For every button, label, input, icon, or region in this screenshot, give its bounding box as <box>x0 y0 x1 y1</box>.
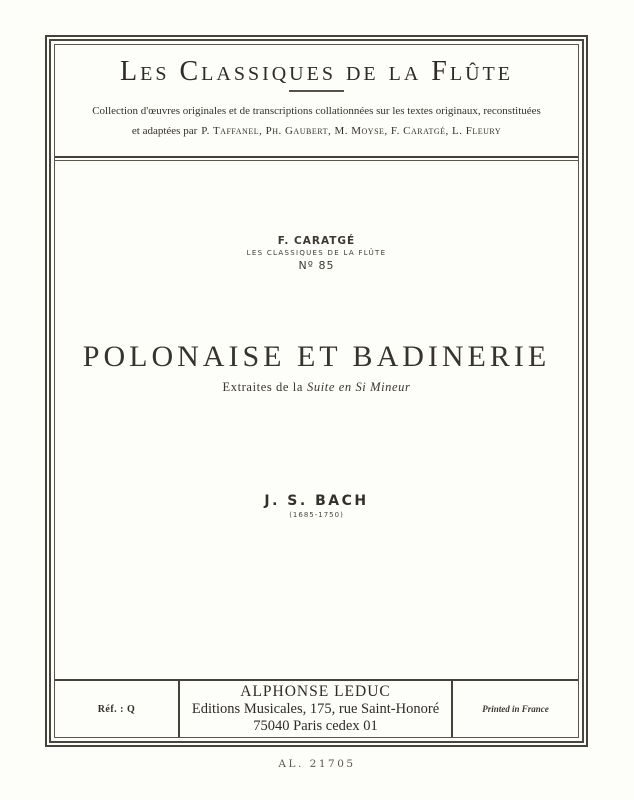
work-subtitle <box>55 380 578 395</box>
composer-dates: (1685-1750) <box>289 511 344 519</box>
composer-name: J. S. BACH <box>264 493 369 509</box>
work-title: POLONAISE ET BADINERIE <box>82 340 551 373</box>
title-underline-rule <box>289 90 344 92</box>
series-block <box>55 235 578 272</box>
main-section <box>55 161 578 679</box>
publisher-address: Editions Musicales, 175, rue Saint-Honoré <box>191 701 440 717</box>
subtitle-source-title: Suite en Si Mineur <box>307 380 411 394</box>
printed-in-label: Printed in France <box>482 704 549 714</box>
composer-block <box>55 493 578 521</box>
printed-in-cell <box>453 681 578 737</box>
description-prefix: et adaptées par <box>131 125 198 137</box>
series-title: Les Classiques de la Flûte <box>120 56 513 87</box>
publisher-city: 75040 Paris cedex 01 <box>253 718 378 734</box>
collection-description-line1: Collection d'œuvres originales et de transcriptions collationnées sur les textes originaux, reconstituées <box>92 105 541 117</box>
work-block <box>55 339 578 395</box>
collection-description-line2 <box>55 121 578 141</box>
editor-name: F. CARATGÉ <box>277 235 356 247</box>
header-section <box>55 45 578 156</box>
publisher-name: ALPHONSE LEDUC <box>240 683 391 700</box>
reference-code: Réf. : Q <box>97 703 136 715</box>
collection-number: Nº 85 <box>298 259 335 272</box>
publisher-footer <box>55 679 578 737</box>
cover-frame <box>45 35 588 747</box>
subtitle-prefix: Extraites de la <box>222 380 303 394</box>
plate-number: AL. 21705 <box>278 758 356 770</box>
cover-frame-inner-line <box>54 44 579 738</box>
editors-names: P. Taffanel, Ph. Gaubert, M. Moyse, F. Caratgé, L. Fleury <box>201 125 502 137</box>
publisher-cell <box>178 681 453 737</box>
cover-frame-middle-line <box>49 39 584 743</box>
reference-cell <box>55 681 178 737</box>
collection-name: LES CLASSIQUES DE LA FLÛTE <box>246 249 387 257</box>
